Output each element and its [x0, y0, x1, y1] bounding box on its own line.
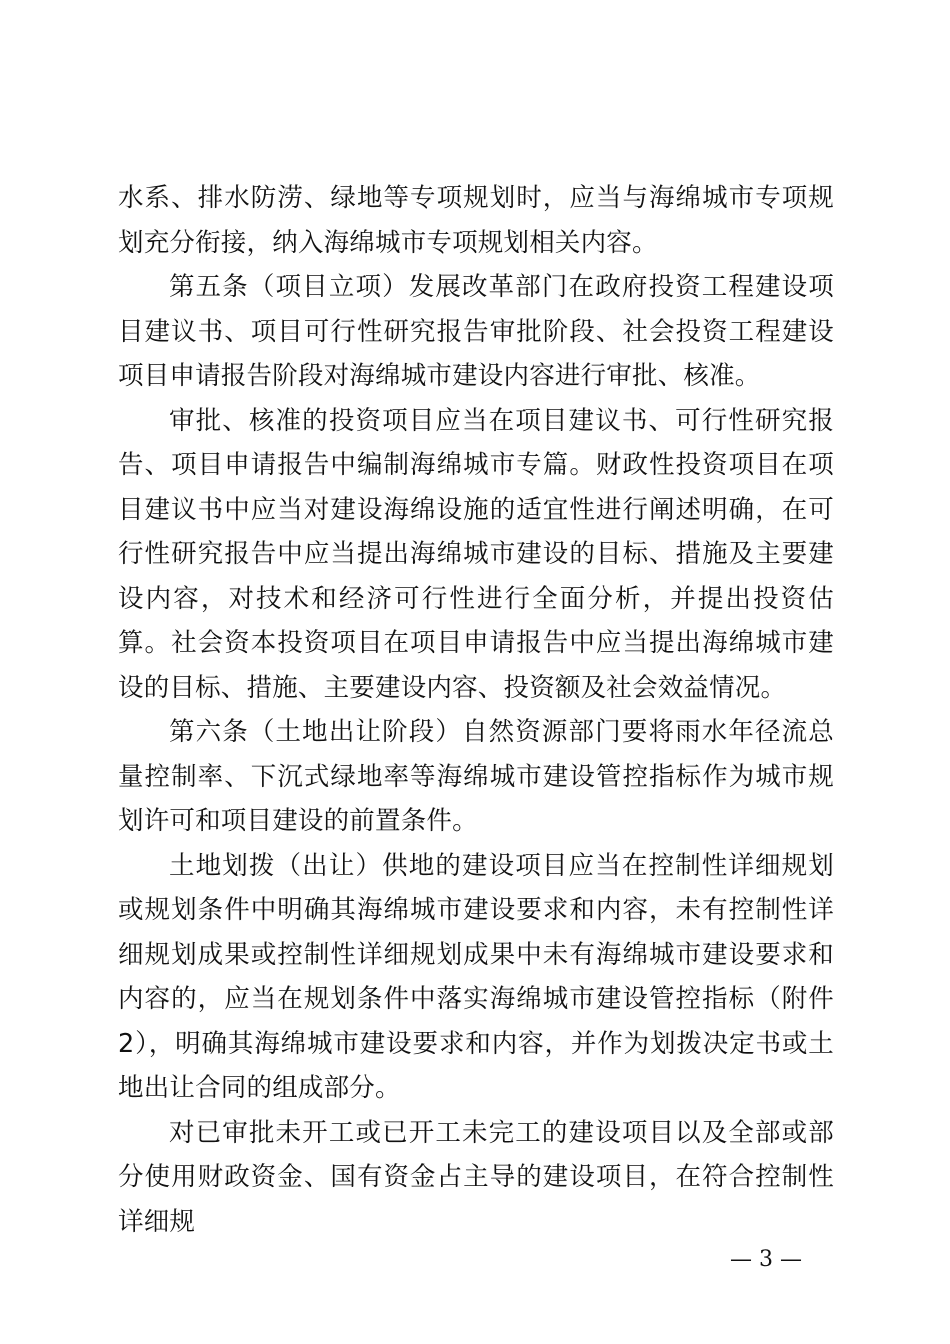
document-body [118, 176, 834, 1244]
paragraph-3: 审批、核准的投资项目应当在项目建议书、可行性研究报告、项目申请报告中编制海绵城市专篇。财政性投资项目在项目建议书中应当对建设海绵设施的适宜性进行阐述明确，在可行性研究报告中应当提出海绵城市建设的目标、措施及主要建设内容，对技术和经济可行性进行全面分析，并提出投资估算。社会资本投资项目在项目申请报告中应当提出海绵城市建设的目标、措施、主要建设内容、投资额及社会效益情况。 [118, 405, 834, 703]
paragraph-2: 第五条（项目立项）发展改革部门在政府投资工程建设项目建议书、项目可行性研究报告审批阶段、社会投资工程建设项目申请报告阶段对海绵城市建设内容进行审批、核准。 [118, 272, 834, 391]
paragraph-5: 土地划拨（出让）供地的建设项目应当在控制性详细规划或规划条件中明确其海绵城市建设要求和内容，未有控制性详细规划成果或控制性详细规划成果中未有海绵城市建设要求和内容的，应当在规划条件中落实海绵城市建设管控指标（附件2），明确其海绵城市建设要求和内容，并作为划拨决定书或土地出让合同的组成部分。 [118, 850, 834, 1103]
paragraph-6: 对已审批未开工或已开工未完工的建设项目以及全部或部分使用财政资金、国有资金占主导的建设项目，在符合控制性详细规 [118, 1117, 834, 1237]
page-number: — 3 — [730, 1247, 802, 1272]
paragraph-4: 第六条（土地出让阶段）自然资源部门要将雨水年径流总量控制率、下沉式绿地率等海绵城市建设管控指标作为城市规划许可和项目建设的前置条件。 [118, 717, 834, 836]
paragraph-1: 水系、排水防涝、绿地等专项规划时，应当与海绵城市专项规划充分衔接，纳入海绵城市专项规划相关内容。 [118, 183, 834, 258]
